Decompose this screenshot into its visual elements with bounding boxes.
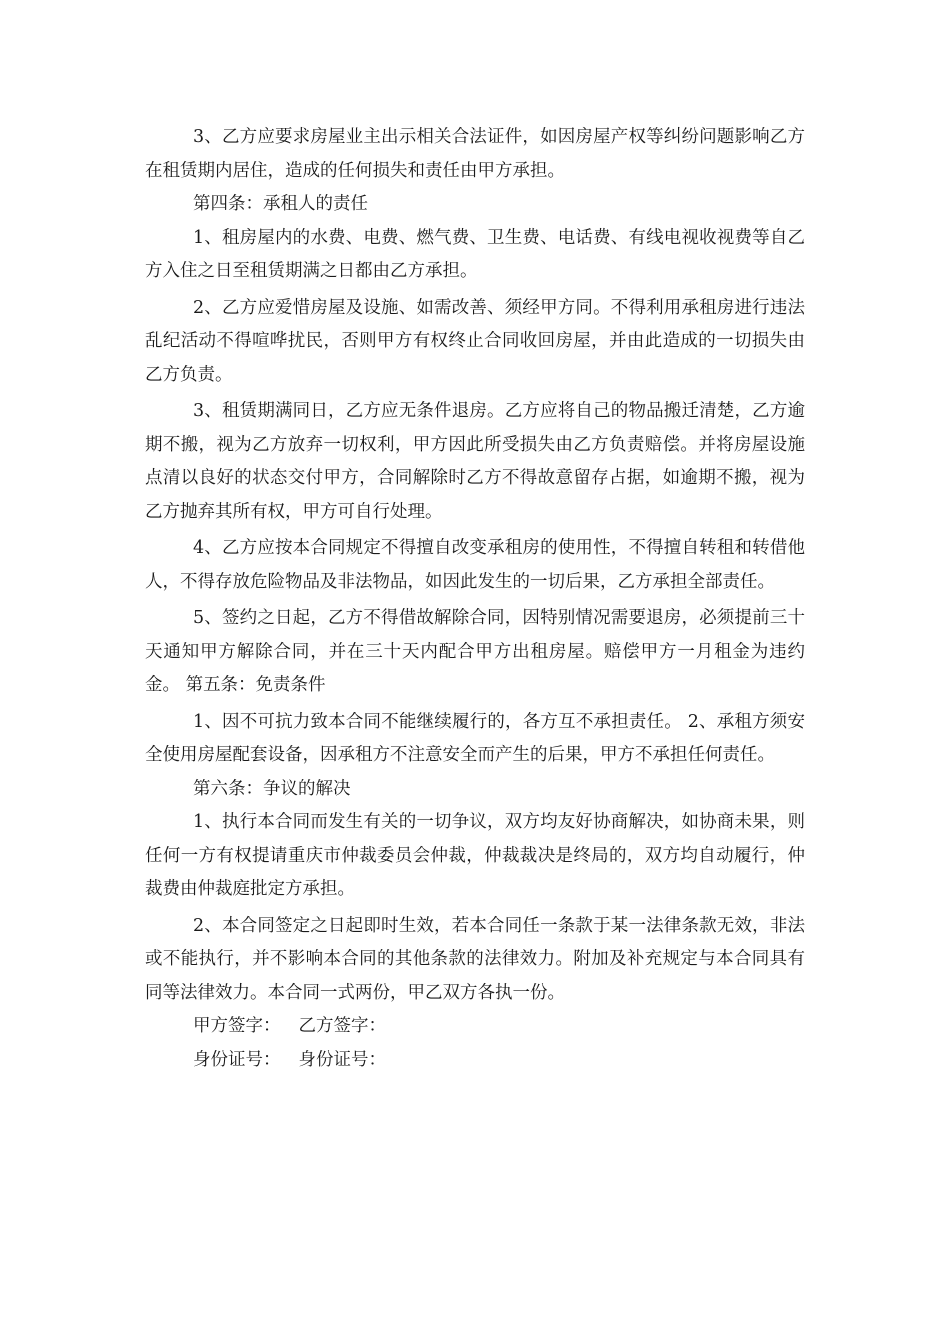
party-b-id-label: 身份证号： <box>298 1049 386 1070</box>
id-number-row <box>145 1044 805 1078</box>
article-6-item-1: 1、执行本合同而发生有关的一切争议，双方均友好协商解决，如协商未果，则任何一方有权提请重庆市仲裁委员会仲裁，仲裁裁决是终局的，双方均自动履行，仲裁费由仲裁庭批定方承担。 <box>145 812 805 899</box>
party-a-id-label: 身份证号： <box>193 1049 281 1070</box>
party-b-signature-label: 乙方签字： <box>298 1016 386 1036</box>
article-4-item-1: 1、租房屋内的水费、电费、燃气费、卫生费、电话费、有线电视收视费等自乙方入住之日至租赁期满之日都由乙方承担。 <box>145 227 805 281</box>
document-page <box>145 121 805 1077</box>
article-4-item-2: 2、乙方应爱惜房屋及设施、如需改善、须经甲方同。不得利用承租房进行违法乱纪活动不得喧哗扰民，否则甲方有权终止合同收回房屋，并由此造成的一切损失由乙方负责。 <box>145 297 805 385</box>
article-5-items: 1、因不可抗力致本合同不能继续履行的，各方互不承担责任。 2、承租方须安全使用房屋配套设备，因承租方不注意安全而产生的后果，甲方不承担任何责任。 <box>145 711 805 765</box>
clause-3-paragraph: 3、乙方应要求房屋业主出示相关合法证件，如因房屋产权等纠纷问题影响乙方在租赁期内居住，造成的任何损失和责任由甲方承担。 <box>145 127 805 181</box>
party-a-signature-label: 甲方签字： <box>193 1016 281 1036</box>
article-4-item-5: 5、签约之日起，乙方不得借故解除合同，因特别情况需要退房，必须提前三十天通知甲方解除合同，并在三十天内配合甲方出租房屋。赔偿甲方一月租金为违约金。 第五条：免责条件 <box>145 608 805 695</box>
article-4-item-4: 4、乙方应按本合同规定不得擅自改变承租房的使用性，不得擅自转租和转借他人，不得存放危险物品及非法物品，如因此发生的一切后果，乙方承担全部责任。 <box>145 538 805 592</box>
article-4-item-3: 3、租赁期满同日，乙方应无条件退房。乙方应将自己的物品搬迁清楚，乙方逾期不搬，视为乙方放弃一切权利，甲方因此所受损失由乙方负责赔偿。并将房屋设施点清以良好的状态交付甲方，合同解除时乙方不得故意留存占据，如逾期不搬，视为乙方抛弃其所有权，甲方可自行处理。 <box>145 401 805 522</box>
article-4-heading: 第四条：承租人的责任 <box>193 194 368 214</box>
article-6-item-2: 2、本合同签定之日起即时生效，若本合同任一条款于某一法律条款无效，非法或不能执行，并不影响本合同的其他条款的法律效力。附加及补充规定与本合同具有同等法律效力。本合同一式两份，甲乙双方各执一份。 <box>145 915 805 1003</box>
article-6-heading: 第六条：争议的解决 <box>193 778 351 799</box>
signature-row <box>145 1010 805 1044</box>
